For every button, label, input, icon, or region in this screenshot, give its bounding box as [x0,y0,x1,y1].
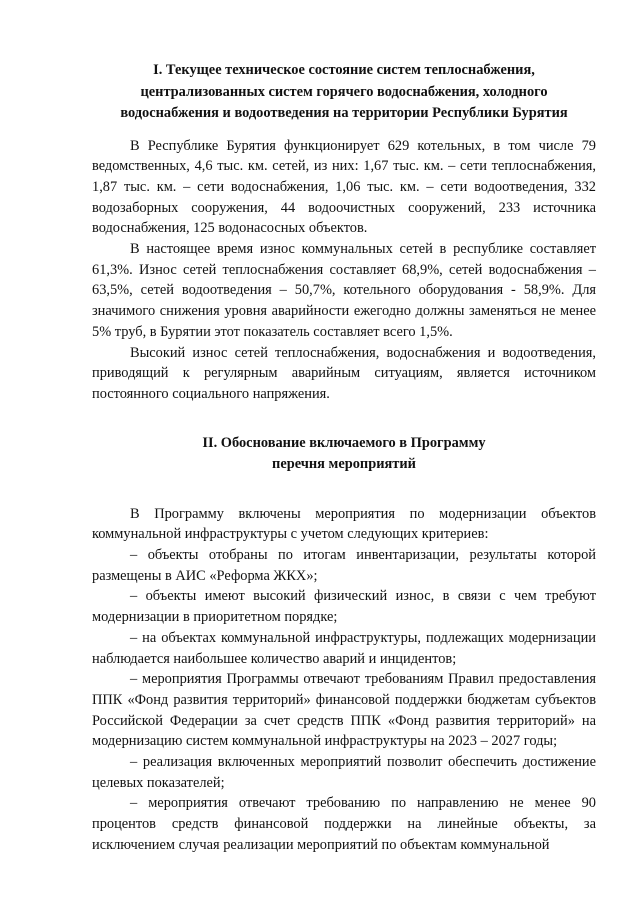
criteria-list-item: – объекты имеют высокий физический износ, в связи с чем требуют модернизации в приоритетном порядке; [92,588,596,626]
section-2-title-line: II. Обоснование включаемого в Программу [202,434,486,451]
section-1-title [92,0,596,125]
paragraph-criteria-intro: В Программу включены мероприятия по модернизации объектов коммунальной инфраструктуры с учетом следующих критериев: [92,505,596,543]
section-2-body [92,504,596,856]
section-2-title-line: перечня мероприятий [272,456,416,473]
paragraph-wear: В настоящее время износ коммунальных сетей в республике составляет 61,3%. Износ сетей теплоснабжения составляет 68,9%, сетей водоснабжения – 63,5%, сетей водоотведения – 50,7%, котельного оборудования - 58,9%. Для значимого снижения уровня аварийности ежегодно должны заменяться не менее 5% труб, в Бурятии этот показатель составляет всего 1,5%. [92,241,596,340]
paragraph-infrastructure: В Республике Бурятия функционирует 629 котельных, в том числе 79 ведомственных, 4,6 тыс. км. сетей, из них: 1,67 тыс. км. – сети теплоснабжения, 1,87 тыс. км. – сети водоснабжения, 1,06 тыс. км. – сети водоотведения, 332 водозаборных сооружения, 44 водоочистных сооружений, 233 источника водоснабжения, 125 водонасосных объектов. [92,137,596,237]
criteria-list-item: – объекты отобраны по итогам инвентаризации, результаты которой размещены в АИС «Реформа ЖКХ»; [92,547,596,584]
section-1-title-line: I. Текущее техническое состояние систем теплоснабжения, [153,62,535,78]
criteria-list-item: – мероприятия отвечают требованию по направлению не менее 90 процентов средств финансовой поддержки на линейные объекты, за исключением случая реализации мероприятий по объектам коммунальной [92,795,596,853]
section-1-title-line: водоснабжения и водоотведения на территории Республики Бурятия [120,105,568,121]
criteria-list-item: – на объектах коммунальной инфраструктуры, подлежащих модернизации наблюдается наибольшее количество аварий и инцидентов; [92,629,596,667]
criteria-list-item: – мероприятия Программы отвечают требованиям Правил предоставления ППК «Фонд развития территорий» финансовой поддержки бюджетам субъектов Российской Федерации за счет средств ППК «Фонд развития территорий» на модернизацию систем коммунальной инфраструктуры на 2023 – 2027 годы; [92,671,596,750]
criteria-list-item: – реализация включенных мероприятий позволит обеспечить достижение целевых показателей; [92,754,596,791]
section-1-body [92,136,596,405]
section-2-title [92,433,596,476]
section-1-title-line: централизованных систем горячего водоснабжения, холодного [140,83,548,100]
paragraph-social-tension: Высокий износ сетей теплоснабжения, водоснабжения и водоотведения, приводящий к регулярным аварийным ситуациям, является источником постоянного социального напряжения. [92,344,596,402]
